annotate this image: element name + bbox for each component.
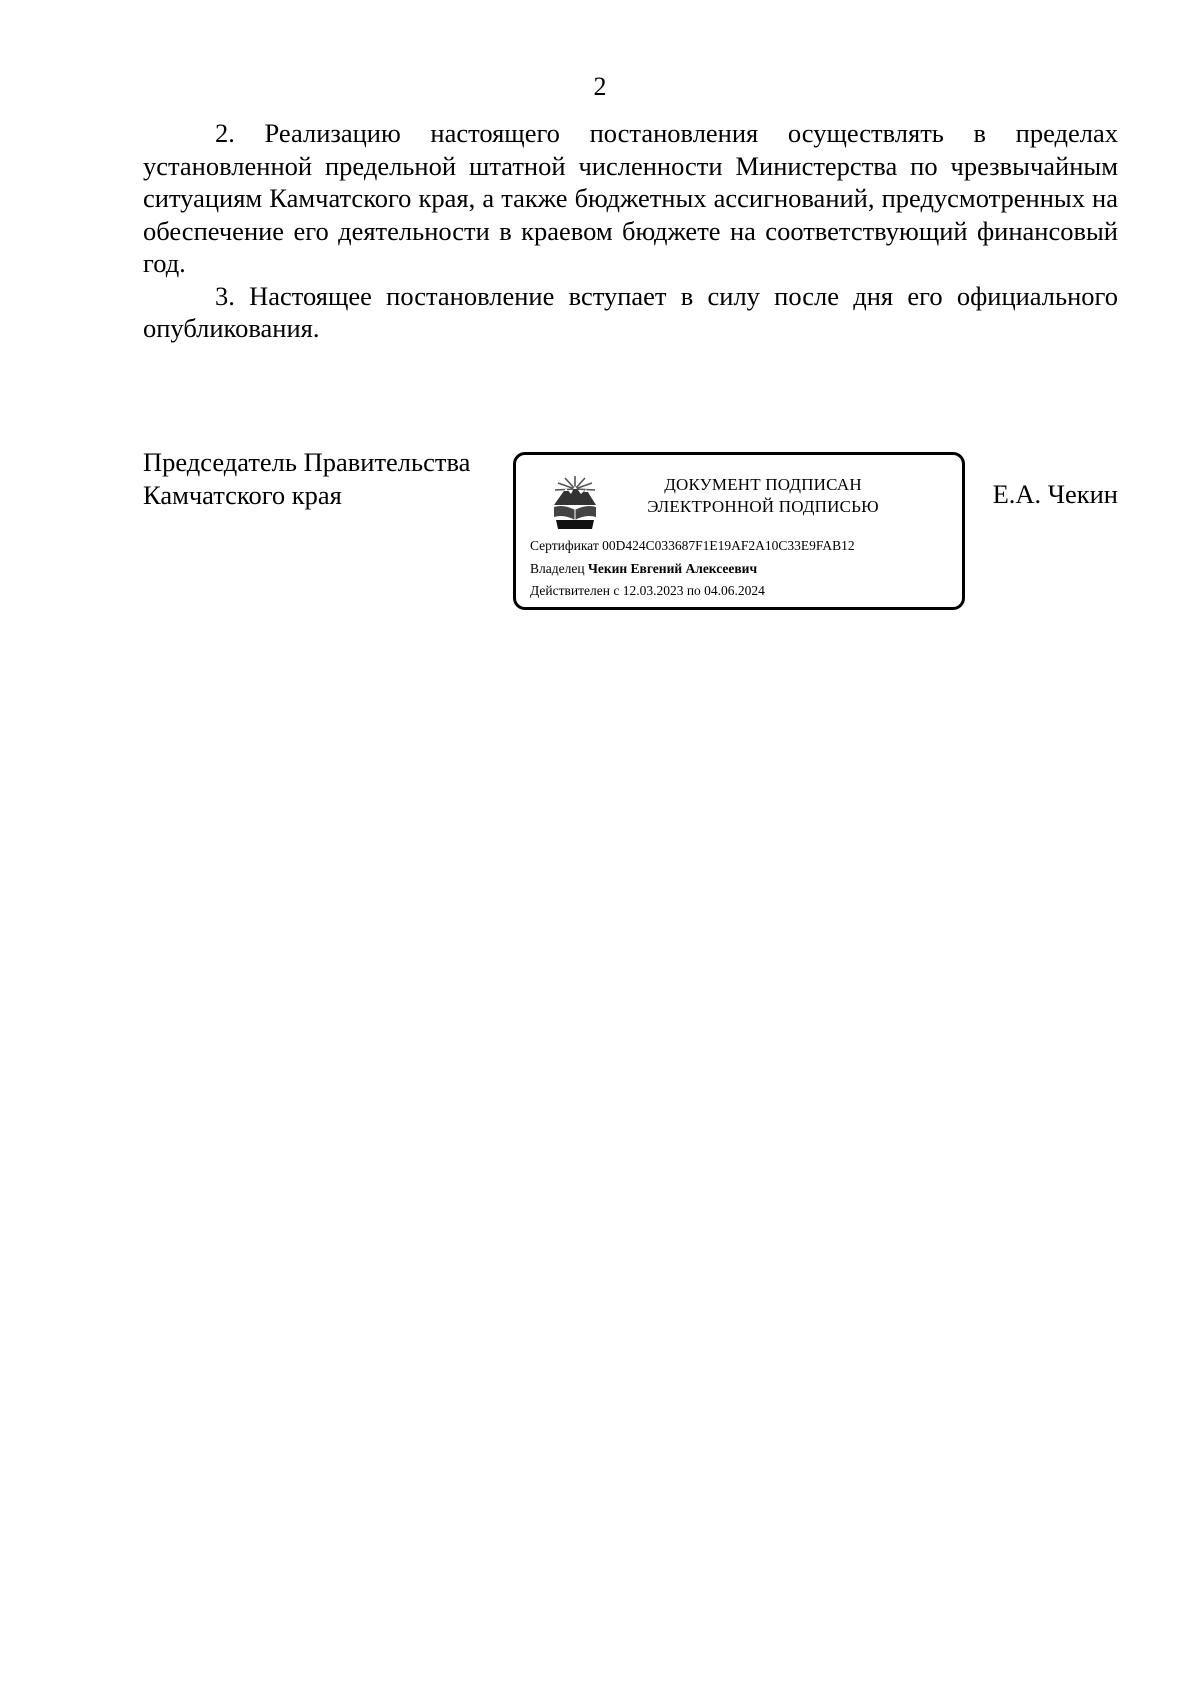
- owner-line: [530, 558, 855, 581]
- stamp-heading-line-2: ЭЛЕКТРОННОЙ ПОДПИСЬЮ: [647, 497, 879, 516]
- valid-to-date: 04.06.2024: [704, 583, 765, 598]
- signer-title-line-2: Камчатского края: [143, 479, 342, 510]
- valid-to-label: по: [686, 583, 701, 598]
- certificate-value: 00D424C033687F1E19AF2A10C33E9FAB12: [602, 538, 855, 553]
- certificate-label: Сертификат: [530, 538, 599, 553]
- owner-value: Чекин Евгений Алексеевич: [587, 560, 758, 576]
- paragraph-3: 3. Настоящее постановление вступает в силу после дня его официального опубликования.: [143, 280, 1118, 343]
- signer-name: Е.А. Чекин: [992, 479, 1118, 509]
- certificate-line: [530, 535, 855, 558]
- electronic-signature-stamp: [513, 452, 965, 610]
- signer-title-line-1: Председатель Правительства: [143, 447, 471, 477]
- signer-title: [143, 446, 470, 511]
- stamp-heading-line-1: ДОКУМЕНТ ПОДПИСАН: [664, 475, 862, 494]
- stamp-details: [530, 535, 855, 603]
- valid-from-label: с: [613, 583, 620, 598]
- owner-label: Владелец: [530, 560, 585, 576]
- paragraph-2: 2. Реализацию настоящего постановления осуществлять в пределах установленной предельной штатной численности Министерства по чрезвычайным ситуациям Камчатского края, а также бюджетных ассигнований, предусмотренных на обеспечение его деятельности в краевом бюджете на соответствующий финансовый год.: [143, 118, 1118, 278]
- document-body: [143, 117, 1118, 345]
- valid-label: Действителен: [530, 583, 610, 598]
- kamchatka-coat-of-arms-icon: [552, 475, 598, 531]
- stamp-heading: [608, 474, 918, 518]
- page-number: 2: [593, 72, 607, 101]
- valid-from-date: 12.03.2023: [622, 583, 684, 598]
- validity-line: [530, 580, 855, 603]
